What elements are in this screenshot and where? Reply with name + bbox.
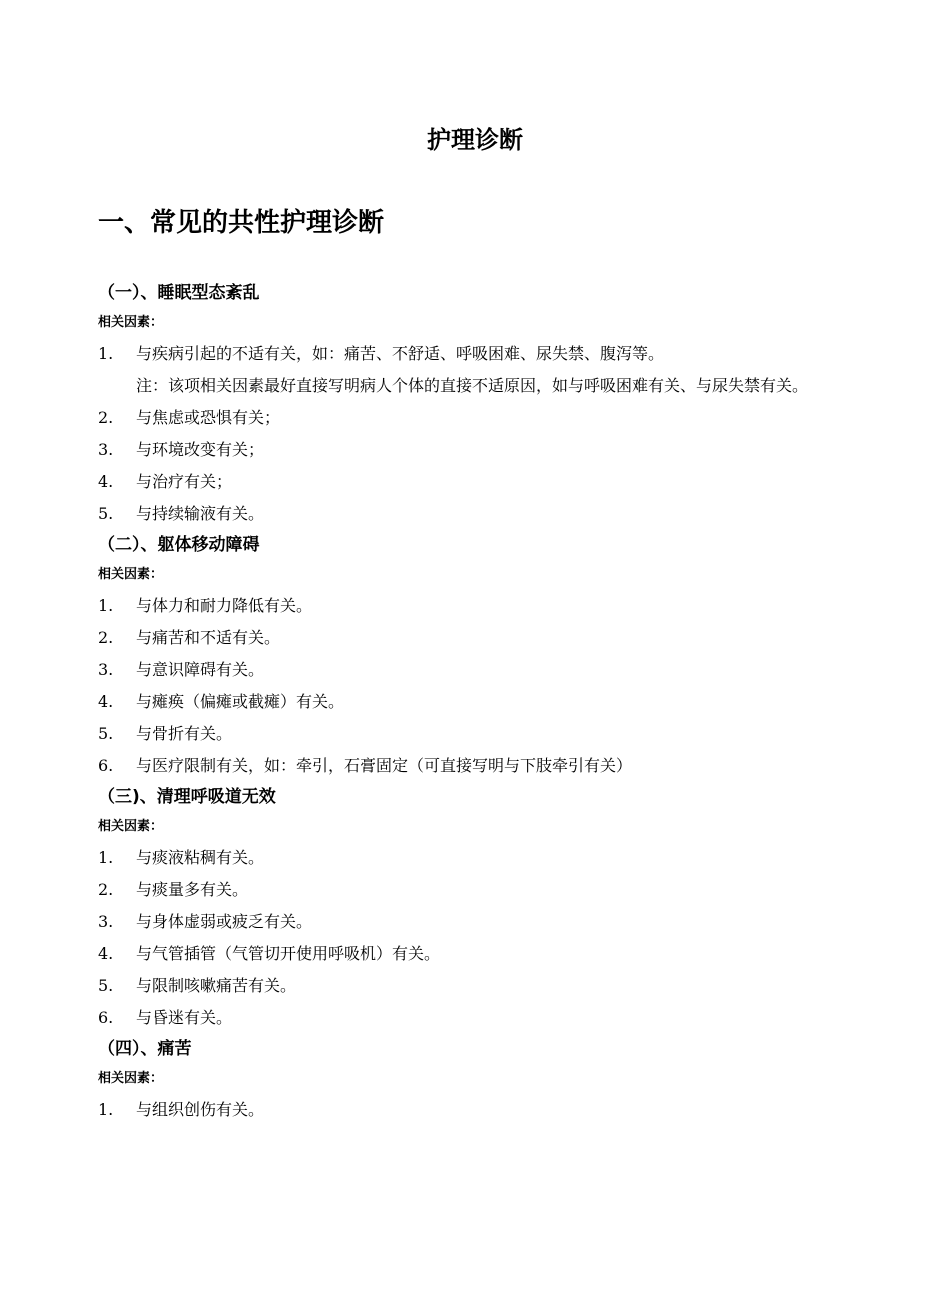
item-number: 2. bbox=[98, 408, 114, 427]
item-text: 与焦虑或恐惧有关； bbox=[136, 408, 281, 427]
item-number: 1. bbox=[98, 344, 114, 363]
section-impaired-mobility bbox=[98, 530, 868, 782]
item-number: 4. bbox=[98, 692, 114, 711]
item-text: 与环境改变有关； bbox=[136, 440, 265, 459]
item-number: 1. bbox=[98, 1100, 114, 1119]
item-text: 与限制咳嗽痛苦有关。 bbox=[136, 976, 297, 995]
chapter-heading: 一、常见的共性护理诊断 bbox=[98, 208, 385, 238]
item-number: 5. bbox=[98, 976, 114, 995]
page-title: 护理诊断 bbox=[427, 126, 523, 154]
list-item bbox=[98, 906, 868, 938]
list-item bbox=[98, 1094, 868, 1126]
diagnosis-sections bbox=[98, 278, 868, 1126]
related-factors-label: 相关因素： bbox=[98, 819, 164, 834]
related-factors-label: 相关因素： bbox=[98, 315, 164, 330]
section-pain bbox=[98, 1034, 868, 1126]
related-factors-list bbox=[98, 590, 868, 782]
item-text: 与瘫痪（偏瘫或截瘫）有关。 bbox=[136, 692, 345, 711]
list-item bbox=[98, 590, 868, 622]
list-item bbox=[98, 750, 868, 782]
section-heading: （二）、躯体移动障碍 bbox=[98, 535, 260, 555]
item-number: 6. bbox=[98, 1008, 114, 1027]
item-number: 6. bbox=[98, 756, 114, 775]
list-item bbox=[98, 498, 868, 530]
item-text: 与骨折有关。 bbox=[136, 724, 233, 743]
item-text: 与气管插管（气管切开使用呼吸机）有关。 bbox=[136, 944, 441, 963]
item-note: 注：该项相关因素最好直接写明病人个体的直接不适原因，如与呼吸困难有关、与尿失禁有关。 bbox=[136, 376, 809, 395]
list-item bbox=[98, 434, 868, 466]
item-number: 5. bbox=[98, 504, 114, 523]
related-factors-label: 相关因素： bbox=[98, 567, 164, 582]
related-factors-list bbox=[98, 1094, 868, 1126]
related-factors-list bbox=[98, 842, 868, 1034]
item-text: 与组织创伤有关。 bbox=[136, 1100, 265, 1119]
list-item bbox=[98, 1002, 868, 1034]
related-factors-list bbox=[98, 338, 868, 530]
item-number: 1. bbox=[98, 848, 114, 867]
item-text: 与痰液粘稠有关。 bbox=[136, 848, 265, 867]
list-item bbox=[98, 718, 868, 750]
section-airway-clearance bbox=[98, 782, 868, 1034]
item-number: 1. bbox=[98, 596, 114, 615]
item-text: 与昏迷有关。 bbox=[136, 1008, 233, 1027]
list-item bbox=[98, 622, 868, 654]
item-text: 与疾病引起的不适有关，如：痛苦、不舒适、呼吸困难、尿失禁、腹泻等。 bbox=[136, 344, 665, 363]
list-item bbox=[98, 338, 868, 402]
list-item bbox=[98, 654, 868, 686]
item-number: 3. bbox=[98, 440, 114, 459]
item-text: 与治疗有关； bbox=[136, 472, 233, 491]
list-item bbox=[98, 970, 868, 1002]
section-heading: （三)、清理呼吸道无效 bbox=[98, 787, 276, 807]
item-text: 与持续输液有关。 bbox=[136, 504, 265, 523]
related-factors-label: 相关因素： bbox=[98, 1071, 164, 1086]
list-item bbox=[98, 402, 868, 434]
section-heading: （四）、痛苦 bbox=[98, 1039, 192, 1059]
item-number: 4. bbox=[98, 472, 114, 491]
item-number: 2. bbox=[98, 628, 114, 647]
item-text: 与痰量多有关。 bbox=[136, 880, 249, 899]
item-text: 与身体虚弱或疲乏有关。 bbox=[136, 912, 313, 931]
item-number: 5. bbox=[98, 724, 114, 743]
item-text: 与痛苦和不适有关。 bbox=[136, 628, 281, 647]
list-item bbox=[98, 874, 868, 906]
section-sleep-pattern bbox=[98, 278, 868, 530]
list-item bbox=[98, 842, 868, 874]
item-text: 与医疗限制有关，如：牵引，石膏固定（可直接写明与下肢牵引有关） bbox=[136, 756, 633, 775]
item-number: 2. bbox=[98, 880, 114, 899]
item-number: 4. bbox=[98, 944, 114, 963]
item-text: 与体力和耐力降低有关。 bbox=[136, 596, 313, 615]
list-item bbox=[98, 686, 868, 718]
list-item bbox=[98, 466, 868, 498]
section-heading: （一）、睡眠型态紊乱 bbox=[98, 283, 260, 303]
item-text: 与意识障碍有关。 bbox=[136, 660, 265, 679]
list-item bbox=[98, 938, 868, 970]
item-number: 3. bbox=[98, 912, 114, 931]
item-number: 3. bbox=[98, 660, 114, 679]
